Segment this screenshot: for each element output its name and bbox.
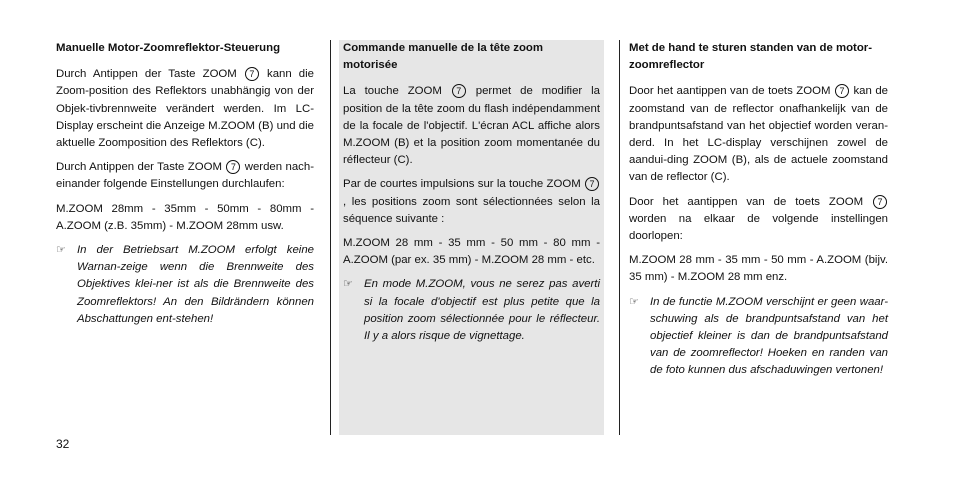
column-divider-2 xyxy=(619,40,620,435)
dutch-paragraph-3: M.ZOOM 28 mm - 35 mm - 50 mm - A.ZOOM (bijv. 35 mm) - M.ZOOM 28 mm enz. xyxy=(629,254,888,284)
french-note-text: En mode M.ZOOM, vous ne serez pas averti si la focale d'objectif est plus petite que la position zoom sélectionnée pour le réflecteur. Il y a alors risque de vignettage. xyxy=(364,278,600,343)
dutch-note xyxy=(629,294,888,380)
german-p1-text-b: kann die Zoom-position des Reflektors unabhängig von der Objek-tivbrennweite verändert werden. Im LC-Display erscheint die Anzeige M.ZOOM (B) und die aktuelle Zoomposition des Reflektors (C). xyxy=(56,68,314,150)
page-number: 32 xyxy=(56,437,70,451)
french-paragraph-3: M.ZOOM 28 mm - 35 mm - 50 mm - 80 mm - A.ZOOM (par ex. 35 mm) - M.ZOOM 28 mm - etc. xyxy=(343,237,600,267)
zoom-key-number-badge: 7 xyxy=(226,160,240,174)
german-heading: Manuelle Motor-Zoomreflektor-Steuerung xyxy=(56,42,281,54)
dutch-column xyxy=(629,40,888,380)
french-p1-text-a: La touche ZOOM xyxy=(343,85,451,98)
dutch-heading: Met de hand te sturen standen van de motor-zoomreflector xyxy=(629,42,873,72)
dutch-p2-text-a: Door het aantippen van de toets ZOOM xyxy=(629,195,872,208)
german-paragraph-2 xyxy=(56,159,314,193)
french-paragraph-2 xyxy=(343,176,600,228)
german-paragraph-1 xyxy=(56,66,314,152)
dutch-p1-text-b: kan de zoomstand van de reflector onafhankelijk van de brandpuntsafstand van het objectief worden veran-derd. In het LC-display verschijnen zowel de aandui-ding ZOOM (B), als de actuele zoomstand van de reflector (C). xyxy=(629,85,888,184)
german-p1-text-a: Durch Antippen der Taste ZOOM xyxy=(56,68,244,81)
french-p2-text-a: Par de courtes impulsions sur la touche ZOOM xyxy=(343,178,584,191)
column-divider-1 xyxy=(330,40,331,435)
dutch-note-text: In de functie M.ZOOM verschijnt er geen waar-schuwing als de brandpuntsafstand van het objectief kleiner is dan de brandpuntsafstand van de zoomreflector! Hoeken en randen van de foto kunnen dus afschaduwingen vertonen! xyxy=(650,295,888,377)
zoom-key-number-badge: 7 xyxy=(873,195,887,209)
german-note xyxy=(56,242,314,328)
french-note xyxy=(343,276,600,345)
german-p2-text-b: werden nach-einander folgende Einstellungen durchlaufen: xyxy=(56,161,314,191)
dutch-p1-text-a: Door het aantippen van de toets ZOOM xyxy=(629,85,834,98)
german-paragraph-3: M.ZOOM 28mm - 35mm - 50mm - 80mm - A.ZOOM (z.B. 35mm) - M.ZOOM 28mm usw. xyxy=(56,202,314,232)
german-column xyxy=(56,40,314,328)
pointing-hand-icon: ☞ xyxy=(629,295,639,308)
pointing-hand-icon: ☞ xyxy=(343,278,353,291)
zoom-key-number-badge: 7 xyxy=(585,177,599,191)
german-note-text: In der Betriebsart M.ZOOM erfolgt keine Warnan-zeige wenn die Brennweite des Objektives klei-ner ist als die Brennweite des Zoomreflektors! An den Bildrändern können Abschattungen ent-stehen! xyxy=(77,244,314,325)
french-column xyxy=(339,40,604,435)
french-heading: Commande manuelle de la tête zoom motorisée xyxy=(343,42,544,72)
zoom-key-number-badge: 7 xyxy=(452,84,466,98)
zoom-key-number-badge: 7 xyxy=(245,67,259,81)
pointing-hand-icon: ☞ xyxy=(56,244,66,257)
french-p2-text-b: , les positions zoom sont sélectionnées selon la séquence suivante : xyxy=(343,195,600,225)
dutch-paragraph-2 xyxy=(629,194,888,246)
dutch-p2-text-b: worden na elkaar de volgende instellingen doorlopen: xyxy=(629,212,888,243)
french-paragraph-1 xyxy=(343,83,600,169)
french-p1-text-b: permet de modifier la position de la tête zoom du flash indépendamment de la focale de l'objectif. L'écran ACL affiche alors M.ZOOM (B) et la position zoom momentanée du réflecteur (C). xyxy=(343,85,600,167)
dutch-paragraph-1 xyxy=(629,83,888,186)
zoom-key-number-badge: 7 xyxy=(835,84,849,98)
german-p2-text-a: Durch Antippen der Taste ZOOM xyxy=(56,161,226,174)
